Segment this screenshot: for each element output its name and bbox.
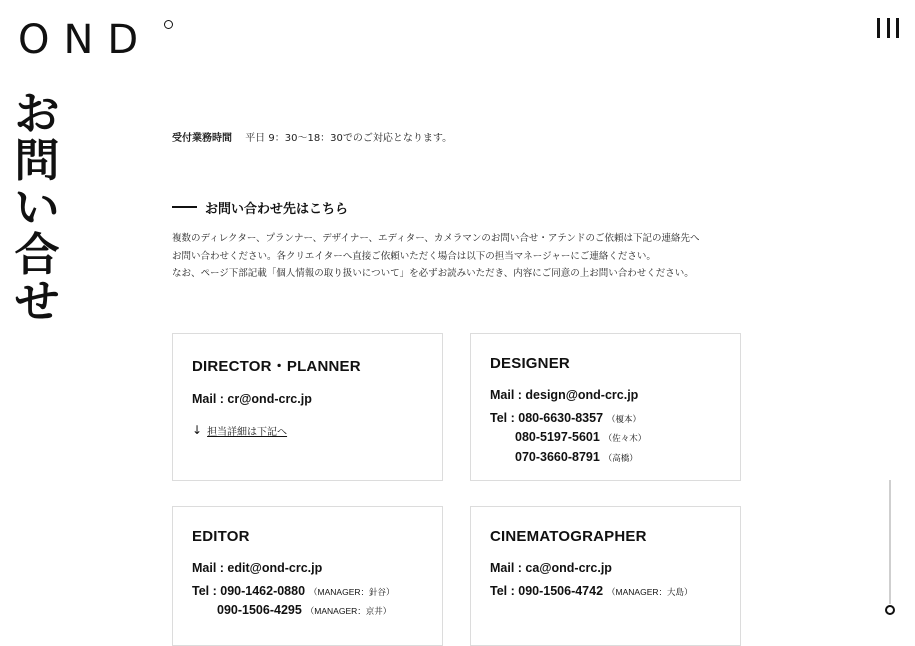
- scroll-track[interactable]: [889, 480, 891, 604]
- tel-line[interactable]: [490, 428, 721, 448]
- description-line: お問い合わせください。各クリエイターへ直接ご依頼いただく場合は以下の担当マネージャーにご連絡ください。: [172, 250, 656, 262]
- site-logo[interactable]: [18, 16, 152, 64]
- card-title: CINEMATOGRAPHER: [490, 528, 647, 545]
- logo-text: OND: [18, 17, 153, 63]
- section-heading-text: お問い合わせ先はこちら: [205, 201, 349, 217]
- menu-icon[interactable]: [877, 18, 899, 38]
- tel-number: 090-1506-4295: [217, 603, 302, 617]
- tel-line[interactable]: [490, 582, 721, 602]
- menu-bar: [887, 18, 890, 38]
- mail-address[interactable]: Mail : cr@ond-crc.jp: [192, 392, 312, 406]
- tel-note: （MANAGER：大島）: [607, 586, 693, 597]
- card-title: EDITOR: [192, 528, 250, 545]
- tel-number: Tel : 090-1506-4742: [490, 583, 604, 598]
- mail-address[interactable]: Mail : edit@ond-crc.jp: [192, 561, 323, 575]
- menu-bar: [896, 18, 899, 38]
- description-line: なお、ページ下部記載「個人情報の取り扱いについて」を必ずお読みいただき、内容にご同意の上お問い合わせください。: [172, 268, 694, 279]
- business-hours-value: 平日 9：30〜18：30でのご対応となります。: [245, 133, 453, 144]
- tel-number: 080-5197-5601: [515, 430, 600, 444]
- business-hours-label: 受付業務時間: [172, 133, 232, 144]
- scroll-indicator-icon[interactable]: [885, 605, 895, 615]
- detail-link-text: 担当詳細は下記へ: [207, 426, 288, 438]
- page-title: お問い合せ: [14, 87, 60, 328]
- mail-address[interactable]: Mail : design@ond-crc.jp: [490, 388, 639, 402]
- section-description: [172, 230, 772, 283]
- card-title: DIRECTOR・PLANNER: [192, 358, 361, 375]
- card-designer: [470, 333, 741, 481]
- card-title: DESIGNER: [490, 355, 570, 372]
- arrow-down-icon: ↓: [192, 423, 203, 437]
- tel-note: （榎本）: [607, 413, 642, 424]
- tel-number: Tel : 080-6630-8357: [490, 410, 604, 425]
- tel-note: （MANAGER：針谷）: [309, 586, 395, 597]
- detail-link[interactable]: [192, 423, 423, 438]
- section-heading: [172, 197, 348, 217]
- description-line: 複数のディレクター、プランナー、デザイナー、エディター、カメラマンのお問い合せ・アテンドのご依頼は下記の連絡先へ: [172, 233, 700, 244]
- tel-number: 070-3660-8791: [515, 449, 600, 464]
- card-cinematographer: [470, 506, 741, 646]
- tel-line[interactable]: [192, 582, 423, 602]
- logo-degree-mark: [164, 20, 173, 29]
- tel-line[interactable]: [490, 409, 721, 429]
- menu-bar: [877, 18, 880, 38]
- tel-note: （佐々木）: [603, 433, 647, 443]
- tel-note: （MANAGER：京井）: [305, 606, 392, 616]
- tel-note: （高橋）: [603, 452, 638, 463]
- card-director-planner: [172, 333, 443, 481]
- mail-address[interactable]: Mail : ca@ond-crc.jp: [490, 561, 612, 575]
- tel-line[interactable]: [490, 448, 721, 468]
- heading-dash: [172, 206, 197, 208]
- tel-line[interactable]: [192, 601, 423, 621]
- card-editor: [172, 506, 443, 646]
- business-hours: [172, 129, 452, 144]
- tel-number: Tel : 090-1462-0880: [192, 583, 306, 598]
